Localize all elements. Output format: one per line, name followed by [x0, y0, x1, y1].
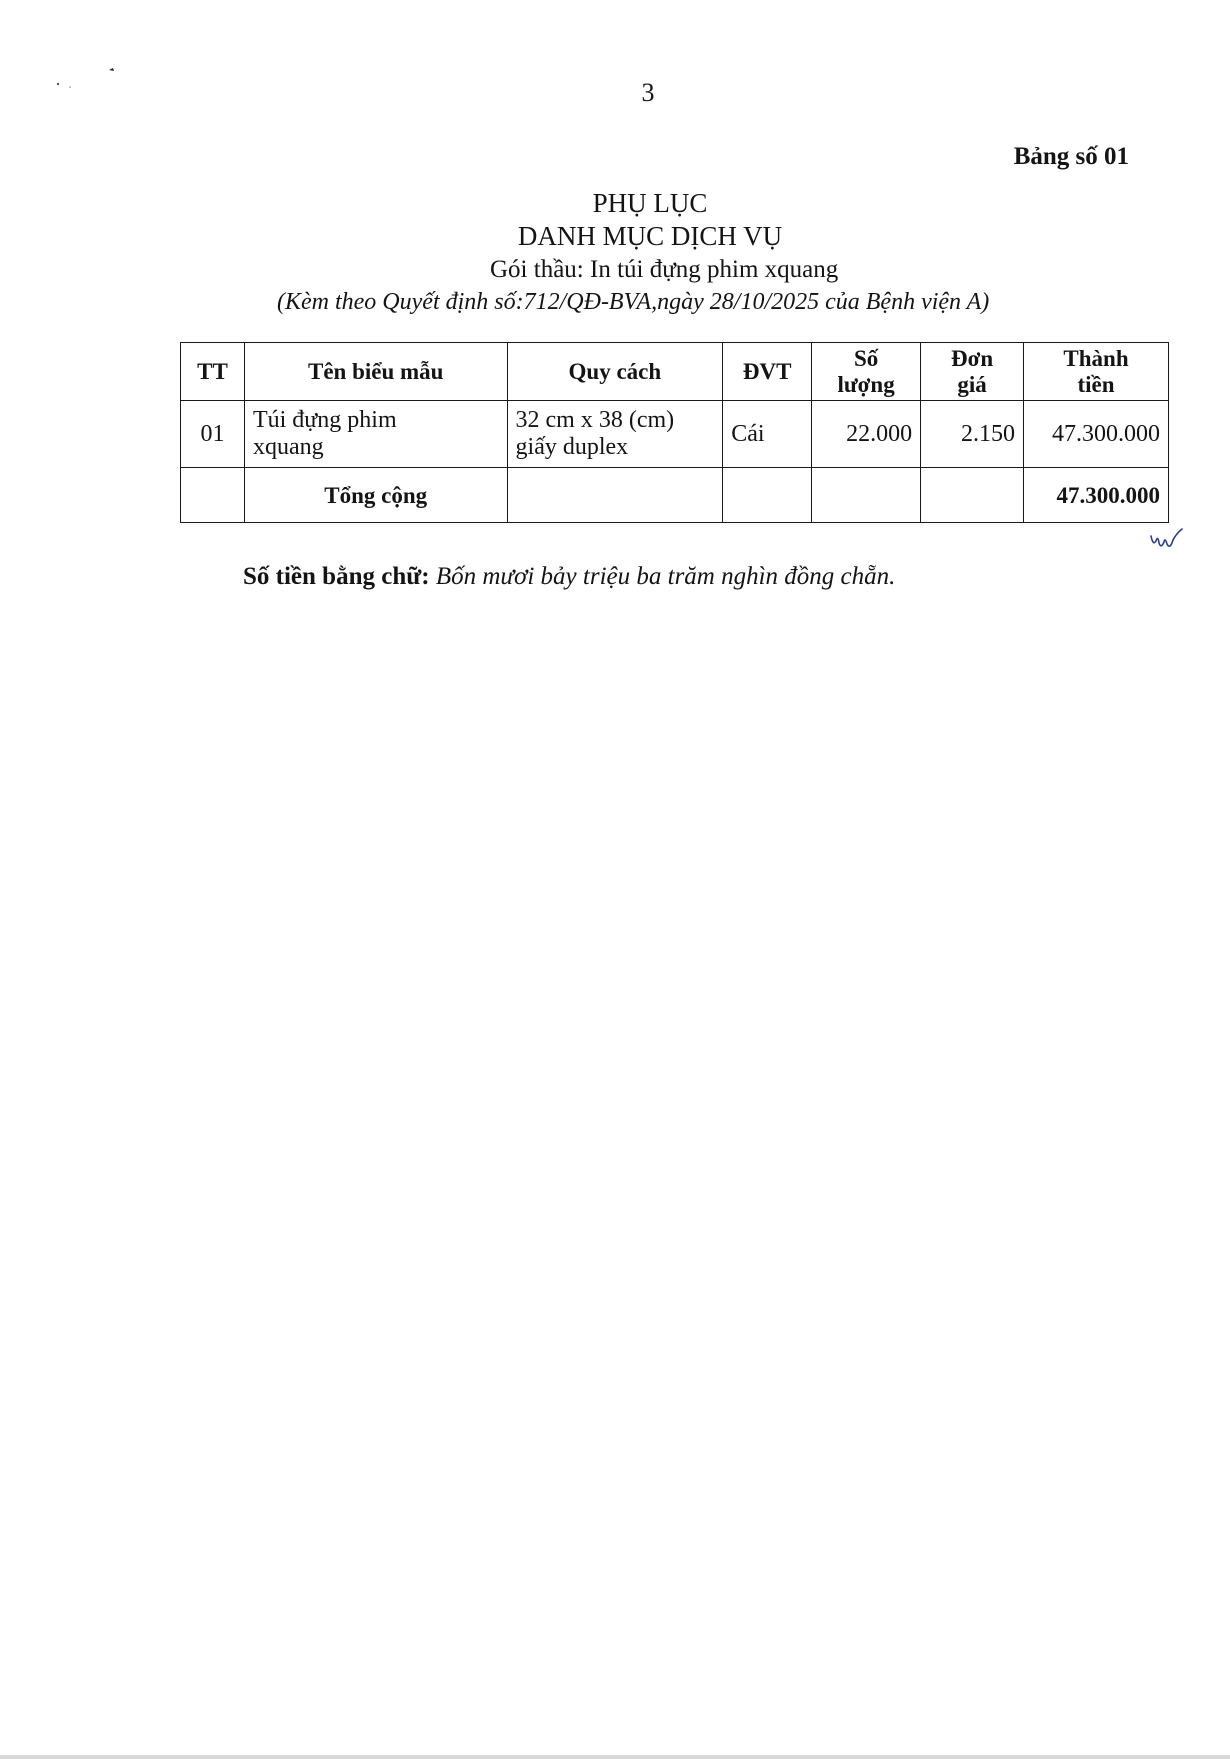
- row-unit: Cái: [723, 401, 812, 468]
- row-quantity: 22.000: [812, 401, 921, 468]
- row-spec-line1: 32 cm x 38 (cm): [515, 407, 675, 433]
- amount-in-words-value: Bốn mươi bảy triệu ba trăm nghìn đồng chẵn.: [435, 563, 896, 590]
- table-row: [181, 401, 1169, 468]
- header-price-line1: Đơn: [950, 345, 994, 371]
- decision-reference: (Kèm theo Quyết định số:712/QĐ-BVA,ngày 28/10/2025 của Bệnh viện A): [277, 289, 990, 315]
- handwritten-initials: [1149, 528, 1185, 550]
- header-price: [921, 343, 1024, 401]
- total-row: [181, 468, 1169, 523]
- table-number: Bảng số 01: [1013, 143, 1129, 170]
- header-tt: TT: [181, 343, 245, 401]
- header-spec: Quy cách: [507, 343, 723, 401]
- header-price-line2: giá: [957, 371, 987, 397]
- header-quantity-line1: Số: [853, 345, 879, 371]
- total-empty-unit: [723, 468, 812, 523]
- header-amount-line2: tiền: [1077, 371, 1115, 397]
- scan-edge: [0, 1755, 1230, 1759]
- catalog-title: DANH MỤC DỊCH VỤ: [517, 221, 783, 251]
- amount-in-words: [243, 563, 895, 591]
- total-label: Tổng cộng: [244, 468, 507, 523]
- row-spec-line2: giấy duplex: [515, 434, 629, 460]
- row-name-line1: Túi đựng phim: [252, 407, 397, 433]
- row-name-line2: xquang: [252, 434, 324, 460]
- total-empty-spec: [507, 468, 723, 523]
- total-empty-tt: [181, 468, 245, 523]
- total-empty-price: [921, 468, 1024, 523]
- page-number: 3: [641, 78, 655, 107]
- appendix-title: PHỤ LỤC: [592, 188, 708, 218]
- row-spec: [507, 401, 723, 468]
- total-empty-quantity: [812, 468, 921, 523]
- header-quantity: [812, 343, 921, 401]
- row-name: [244, 401, 507, 468]
- package-line: Gói thầu: In túi đựng phim xquang: [490, 256, 839, 283]
- header-unit: ĐVT: [723, 343, 812, 401]
- row-amount: 47.300.000: [1024, 401, 1169, 468]
- amount-in-words-label: Số tiền bằng chữ:: [243, 563, 430, 590]
- header-amount: [1024, 343, 1169, 401]
- service-table: [180, 342, 1169, 523]
- header-amount-line1: Thành: [1063, 345, 1129, 371]
- row-tt: 01: [181, 401, 245, 468]
- row-price: 2.150: [921, 401, 1024, 468]
- total-amount: 47.300.000: [1024, 468, 1169, 523]
- header-name: Tên biểu mẫu: [244, 343, 507, 401]
- header-quantity-line2: lượng: [837, 371, 895, 397]
- table-header-row: [181, 343, 1169, 401]
